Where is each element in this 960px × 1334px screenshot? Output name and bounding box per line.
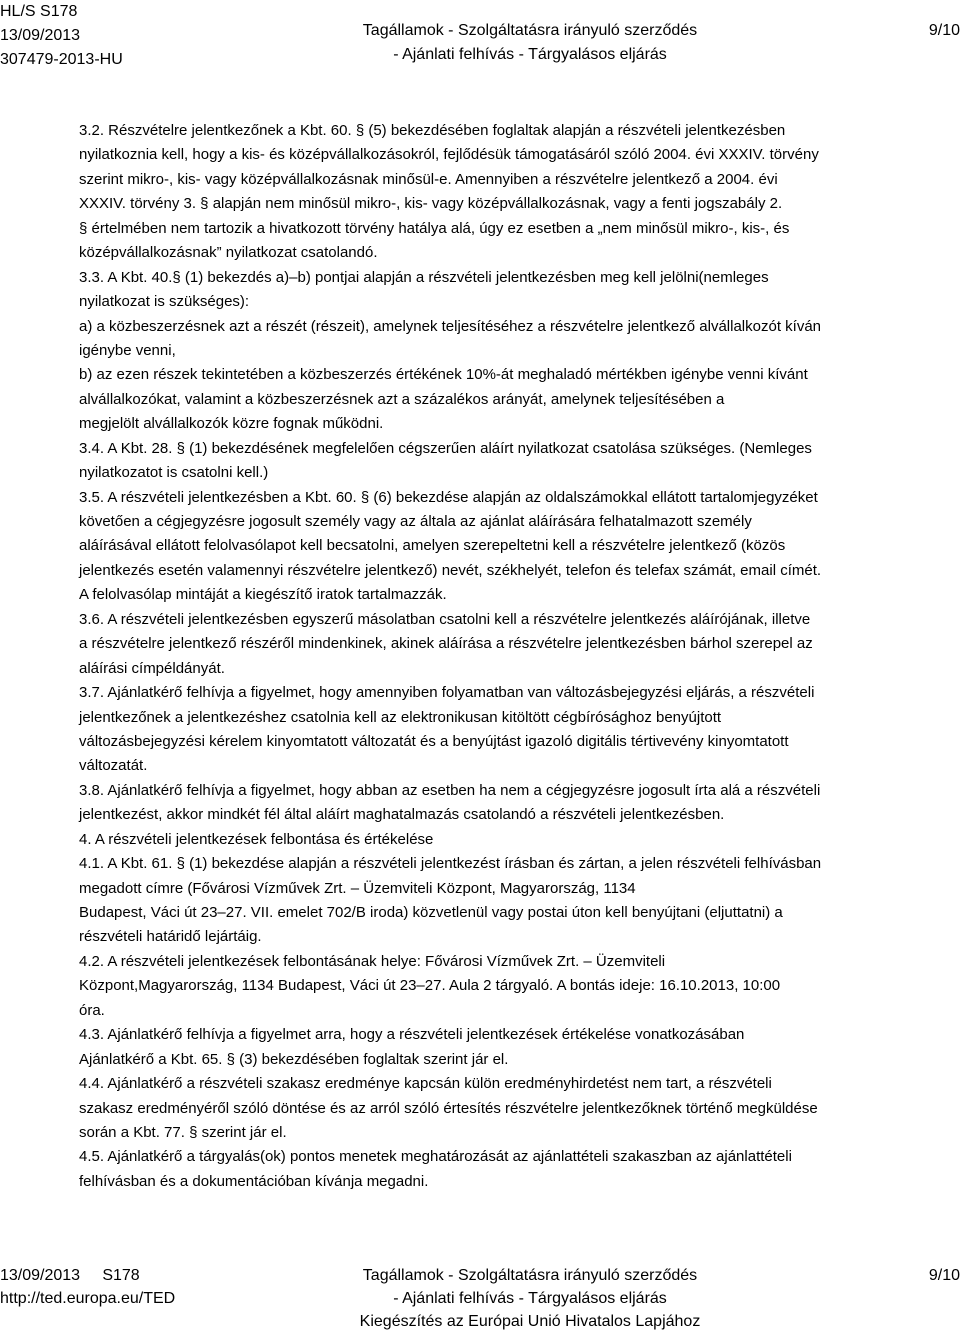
body-line: 4.2. A részvételi jelentkezések felbontásának helye: Fővárosi Vízművek Zrt. – Üzemviteli (79, 952, 666, 970)
body-line: 4.1. A Kbt. 61. § (1) bekezdése alapján a részvételi jelentkezést írásban és zártan, a jelen részvételi felhívásban (79, 855, 822, 873)
notice-type-line1: Tagállamok - Szolgáltatásra irányuló szerződés (362, 22, 698, 39)
body-line: nyilatkozat is szükséges): (79, 293, 250, 311)
body-line: jelentkezés esetén valamennyi részvételre jelentkező) nevét, székhelyét, telefon és telefax számát, email címét. (79, 561, 822, 579)
footer-url[interactable]: http://ted.europa.eu/TED (0, 1290, 176, 1307)
footer-center (330, 1264, 730, 1333)
footer-issue: S178 (102, 1267, 140, 1284)
body-line: aláírási címpéldányát. (79, 659, 225, 677)
footer-type-line3: Kiegészítés az Európai Unió Hivatalos Lapjához (359, 1313, 701, 1330)
body-line: 4.3. Ajánlatkérő felhívja a figyelmet arra, hogy a részvételi jelentkezések értékelése vonatkozásában (79, 1026, 745, 1044)
page-footer (0, 1264, 960, 1334)
body-line: alvállalkozókat, valamint a közbeszerzésnek azt a százalékos arányát, amelynek teljesítésében a (79, 390, 725, 408)
body-line: A felolvasólap mintáját a kiegészítő iratok tartalmazzák. (79, 586, 447, 604)
body-line: a) a közbeszerzésnek azt a részét (részeit), amelynek teljesítéséhez a részvételre jelentkező alvállalkozót kíván (79, 317, 822, 335)
body-line: 4. A részvételi jelentkezések felbontása és értékelése (79, 830, 434, 848)
header-page-number: 9/10 (928, 22, 960, 39)
body-line: 3.8. Ajánlatkérő felhívja a figyelmet, hogy abban az esetben ha nem a cégjegyzésre jogosult írta alá a részvételi (79, 781, 821, 799)
body-line: XXXIV. törvény 3. § alapján nem minősül mikro-, kis- vagy középvállalkozásnak, vagy a fenti jogszabály 2. (79, 195, 783, 213)
body-line: b) az ezen részek tekintetében a közbeszerzés értékének 10%-át meghaladó mértékben igénybe venni kívánt (79, 366, 808, 384)
document-body (79, 119, 959, 1194)
page-header (0, 0, 960, 70)
notice-type-line2: - Ajánlati felhívás - Tárgyalásos eljárás (393, 46, 667, 63)
doc-code: HL/S S178 (0, 3, 78, 20)
reference-number: 307479-2013-HU (0, 51, 123, 68)
body-line: 3.6. A részvételi jelentkezésben egyszerű másolatban csatolni kell a részvételre jelentkezés aláírójának, illetve (79, 610, 811, 628)
header-left (0, 0, 123, 72)
body-line: felhívásban és a dokumentációban kívánja megadni. (79, 1172, 429, 1190)
body-line: szerint mikro-, kis- vagy középvállalkozásnak minősül-e. Amennyiben a részvételre jelentkező a 2004. évi (79, 170, 778, 188)
footer-page-number: 9/10 (928, 1267, 960, 1284)
body-line: 4.5. Ajánlatkérő a tárgyalás(ok) pontos menetek meghatározását az ajánlattételi szakaszban az ajánlattételi (79, 1148, 792, 1166)
body-line: megadott címre (Fővárosi Vízművek Zrt. – Üzemviteli Központ, Magyarország, 1134 (79, 879, 636, 897)
body-line: középvállalkozásnak” nyilatkozat csatolandó. (79, 244, 378, 262)
footer-left (0, 1264, 175, 1310)
body-line: változatát. (79, 757, 148, 775)
body-line: nyilatkoznia kell, hogy a kis- és középvállalkozásokról, fejlődésük támogatásáról szóló 2004. évi XXXIV. törvény (79, 146, 819, 164)
body-line: során a Kbt. 77. § szerint jár el. (79, 1123, 287, 1141)
body-line: 3.7. Ajánlatkérő felhívja a figyelmet, hogy amennyiben folyamatban van változásbejegyzési eljárás, a részvételi (79, 684, 815, 702)
footer-date: 13/09/2013 (0, 1267, 81, 1284)
body-line: aláírásával ellátott felolvasólapot kell becsatolni, amelyen szerepeltetni kell a részvételre jelentkező (közös (79, 537, 786, 555)
body-line: részvételi határidő lejártáig. (79, 928, 262, 946)
footer-type-line1: Tagállamok - Szolgáltatásra irányuló szerződés (362, 1267, 698, 1284)
body-line: követően a cégjegyzésre jogosult személy vagy az általa az ajánlat aláírására felhatalmazott személy (79, 513, 752, 530)
body-line: § értelmében nem tartozik a hivatkozott törvény hatálya alá, úgy ez esetben a „nem minősül mikro-, kis-, és (79, 219, 790, 237)
body-line: óra. (79, 1001, 105, 1019)
footer-date-issue (0, 1264, 175, 1287)
body-line: megjelölt alvállalkozók közre fognak működni. (79, 415, 384, 433)
body-line: 3.4. A Kbt. 28. § (1) bekezdésének megfelelően cégszerűen aláírt nyilatkozat csatolása szükséges. (Nemleges (79, 439, 812, 457)
body-line: nyilatkozatot is csatolni kell.) (79, 464, 269, 482)
body-line: Budapest, Váci út 23–27. VII. emelet 702/B iroda) közvetlenül vagy postai úton kell benyújtani (eljuttatni) a (79, 904, 783, 921)
header-center (345, 19, 715, 67)
body-line: Ajánlatkérő a Kbt. 65. § (3) bekezdésében foglaltak szerint jár el. (79, 1050, 509, 1068)
body-line: szakasz eredményéről szóló döntése és az arról szóló értesítés részvételre jelentkezőknek történő megküldése (79, 1099, 818, 1117)
body-line: a részvételre jelentkező részéről mindenkinek, akinek aláírása a részvételre jelentkezésben bárhol szerepel az (79, 635, 813, 653)
body-line: 3.5. A részvételi jelentkezésben a Kbt. 60. § (6) bekezdése alapján az oldalszámokkal ellátott tartalomjegyzéket (79, 488, 818, 506)
body-line: változásbejegyzési kérelem kinyomtatott változatát és a benyújtást igazoló digitális tértivevény kinyomtatott (79, 732, 789, 750)
body-line: igénybe venni, (79, 341, 176, 359)
header-date: 13/09/2013 (0, 27, 81, 44)
body-line: 3.2. Részvételre jelentkezőnek a Kbt. 60. § (5) bekezdésében foglaltak alapján a részvételi jelentkezésben (79, 122, 786, 139)
body-line: 3.3. A Kbt. 40.§ (1) bekezdés a)–b) pontjai alapján a részvételi jelentkezésben meg kell jelölni(nemleges (79, 268, 769, 286)
body-line: jelentkezőnek a jelentkezéshez csatolnia kell az elektronikusan kitöltött cégbírósághoz benyújtott (79, 708, 722, 726)
body-line: 4.4. Ajánlatkérő a részvételi szakasz eredménye kapcsán külön eredményhirdetést nem tart, a részvételi (79, 1075, 772, 1093)
body-line: jelentkezést, akkor mindkét fél által aláírt maghatalmazás csatolandó a részvételi jelentkezésben. (79, 806, 725, 824)
body-line: Központ,Magyarország, 1134 Budapest, Váci út 23–27. Aula 2 tárgyaló. A bontás ideje: 16.10.2013, 10:00 (79, 977, 781, 995)
footer-type-line2: - Ajánlati felhívás - Tárgyalásos eljárás (393, 1290, 667, 1307)
